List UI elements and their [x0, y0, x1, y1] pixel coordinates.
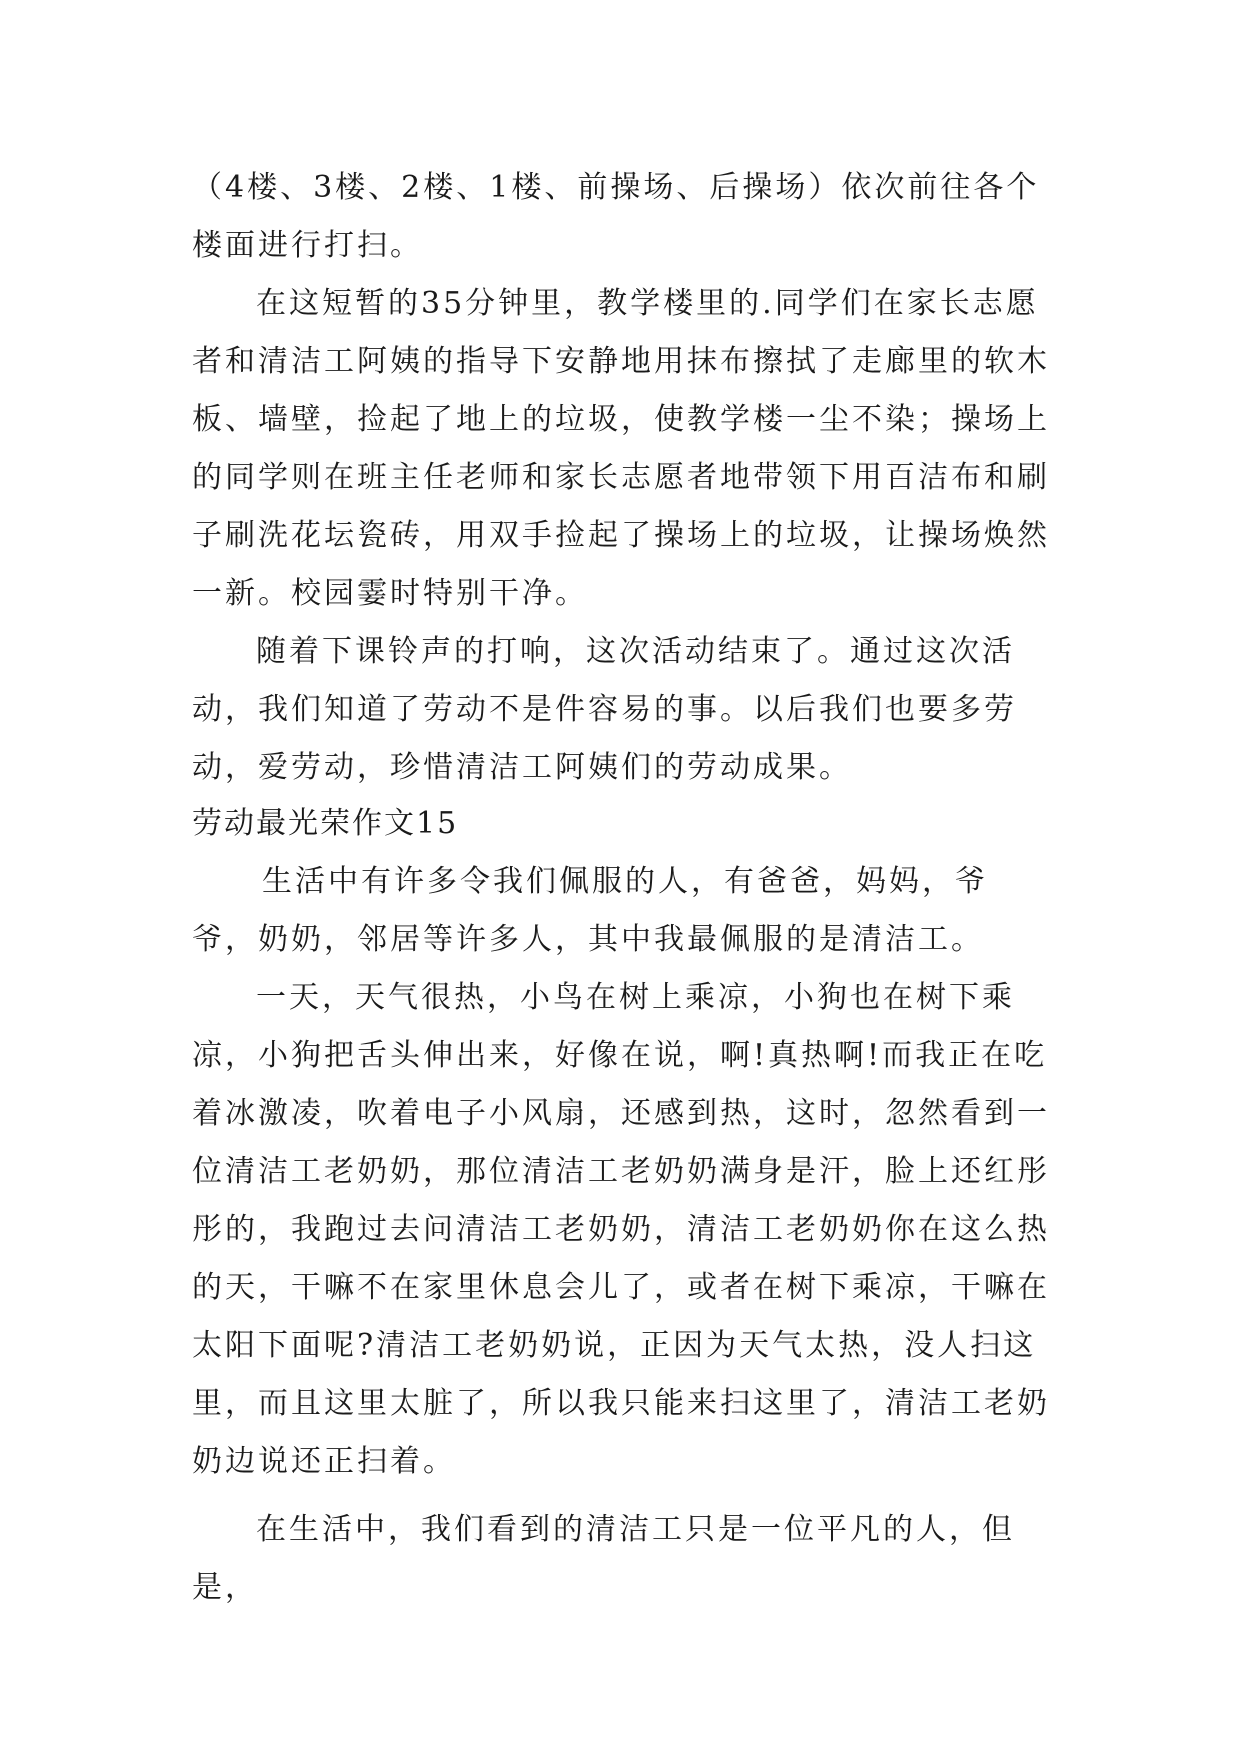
paragraph: 在生活中，我们看到的清洁工只是一位平凡的人，但是，: [192, 1512, 1015, 1605]
essay-heading: 劳动最光荣作文15: [192, 806, 459, 841]
paragraph: 一天，天气很热，小鸟在树上乘凉，小狗也在树下乘凉，小狗把舌头伸出来，好像在说，啊!真热啊!而我正在吃着冰激凌，吹着电子小风扇，还感到热，这时，忽然看到一位清洁工老奶奶，那位清洁工老奶奶满身是汗，脸上还红彤彤的，我跑过去问清洁工老奶奶，清洁工老奶奶你在这么热的天，干嘛不在家里休息会儿了，或者在树下乘凉，干嘛在太阳下面呢?清洁工老奶奶说，正因为天气太热，没人扫这里，而且这里太脏了，所以我只能来扫这里了，清洁工老奶奶边说还正扫着。: [192, 980, 1050, 1479]
paragraph: 在这短暂的35分钟里，教学楼里的.同学们在家长志愿者和清洁工阿姨的指导下安静地用抹布擦拭了走廊里的软木板、墙壁，捡起了地上的垃圾，使教学楼一尘不染；操场上的同学则在班主任老师和家长志愿者地带领下用百洁布和刷子刷洗花坛瓷砖，用双手捡起了操场上的垃圾，让操场焕然一新。校园霎时特别干净。: [192, 286, 1050, 611]
paragraph: 随着下课铃声的打响，这次活动结束了。通过这次活动，我们知道了劳动不是件容易的事。以后我们也要多劳动，爱劳动，珍惜清洁工阿姨们的劳动成果。: [192, 634, 1017, 785]
paragraph: （4楼、3楼、2楼、1楼、前操场、后操场）依次前往各个楼面进行打扫。: [192, 170, 1040, 263]
paragraph: 生活中有许多令我们佩服的人，有爸爸，妈妈，爷爷，奶奶，邻居等许多人，其中我最佩服的是清洁工。: [192, 864, 988, 957]
